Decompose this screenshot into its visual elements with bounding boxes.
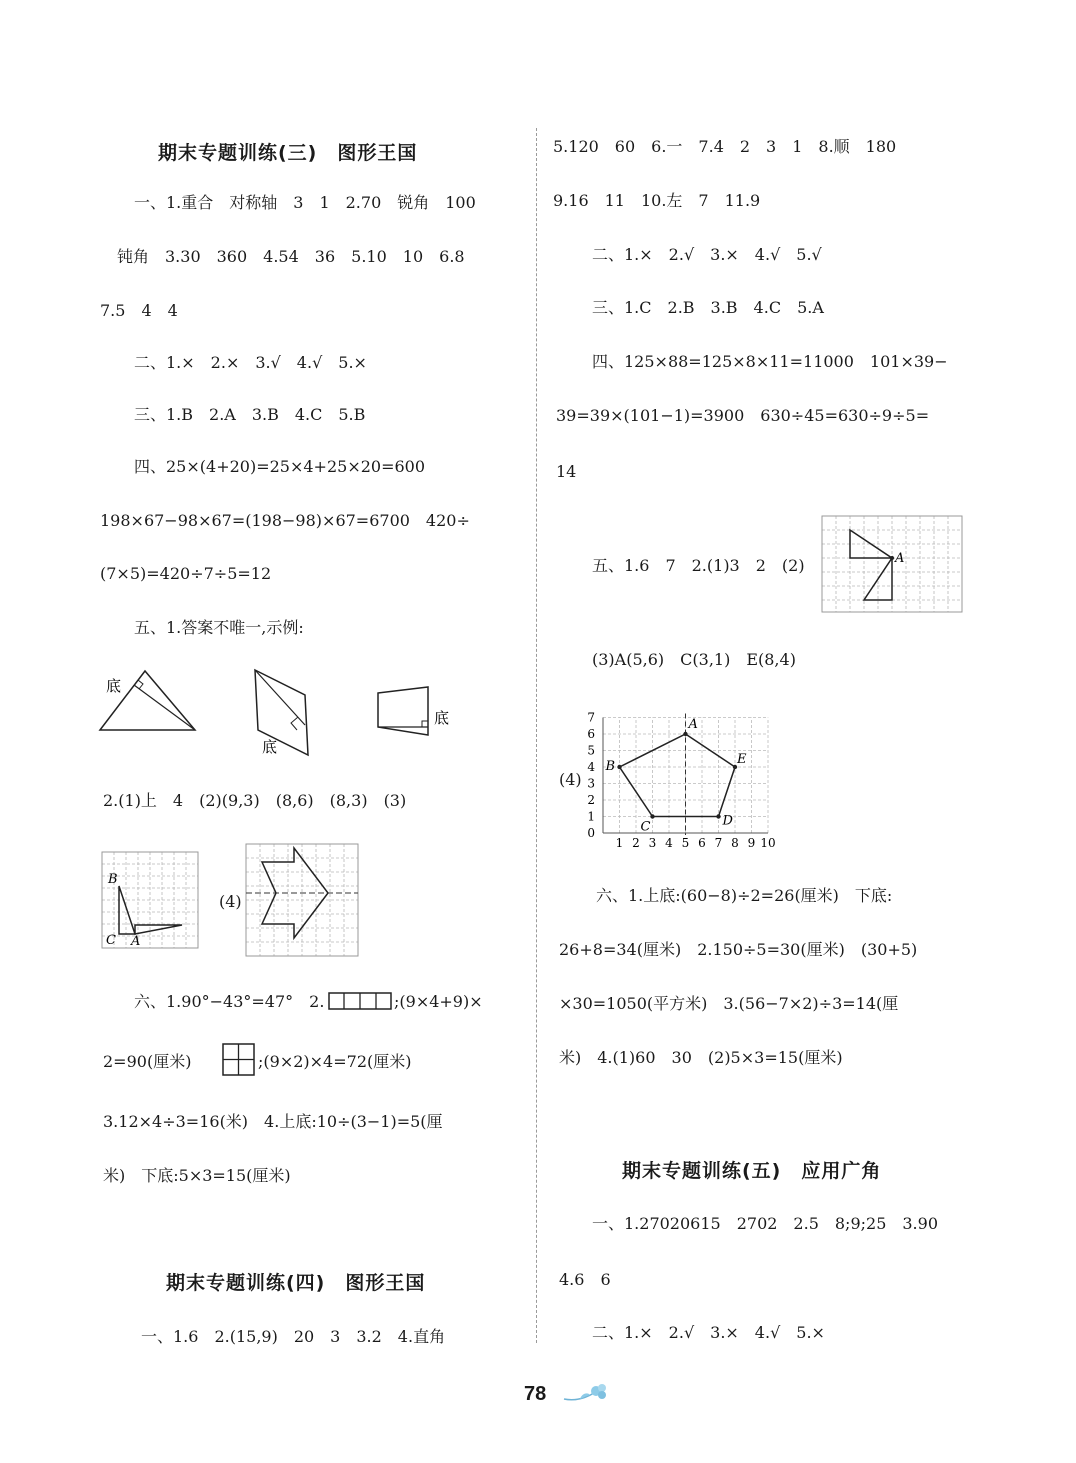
base-label: 底 [262,738,278,756]
rotation-grid-figure [102,852,199,949]
point-c-marker [650,814,654,818]
answer-line: 六、1.上底:(60−8)÷2=26(厘米) 下底: [596,886,893,905]
pentagon-shape [620,734,736,817]
x-tick-label: 9 [747,836,756,850]
translation-grid-figure [822,516,964,614]
answer-line: 一、1.重合 对称轴 3 1 2.70 锐角 100 [134,193,476,212]
answer-line: 钝角 3.30 360 4.54 36 5.10 10 6.8 [117,247,465,266]
point-d-marker [716,814,720,818]
x-tick-label: 8 [731,836,739,850]
heading-training-5: 期末专题训练(五) 应用广角 [622,1160,882,1182]
y-tick-label: 5 [587,743,595,758]
x-tick-label: 6 [698,836,706,850]
x-tick-label: 3 [648,836,657,850]
y-tick-label: 1 [587,809,595,824]
answer-line: 六、1.90°−43°=47° 2. [134,992,325,1011]
answer-line: 39=39×(101−1)=3900 630÷45=630÷9÷5= [556,406,930,425]
square-grid-icon [222,1043,256,1077]
answer-line: 四、25×(4+20)=25×4+25×20=600 [134,457,426,476]
figure-label: (4) [559,770,582,789]
answer-line: ×30=1050(平方米) 3.(56−7×2)÷3=14(厘 [559,994,899,1013]
y-tick-label: 4 [587,760,595,774]
answer-line: 三、1.B 2.A 3.B 4.C 5.B [134,405,366,424]
triangle-height-figure [95,665,205,740]
point-a-label: A [688,717,698,732]
answer-line: 4.6 6 [559,1270,611,1289]
answer-line: 5.120 60 6.一 7.4 2 3 1 8.顺 180 [553,137,897,156]
figure-label: (4) [219,892,242,911]
answer-line: ;(9×4+9)× [394,992,483,1011]
y-tick-label: 7 [587,710,595,725]
x-tick-label: 2 [632,836,640,850]
rectangle-strip-icon [328,992,394,1012]
x-tick-label: 4 [665,836,673,850]
x-tick-label: 7 [714,836,723,850]
answer-line: (3)A(5,6) C(3,1) E(8,4) [592,650,796,669]
answer-line: 三、1.C 2.B 3.B 4.C 5.A [592,298,824,317]
answer-line: 9.16 11 10.左 7 11.9 [553,191,761,210]
answer-line: 四、125×88=125×8×11=11000 101×39− [592,352,948,371]
answer-line: 198×67−98×67=(198−98)×67=6700 420÷ [100,511,470,530]
answer-line: 米) 下底:5×3=15(厘米) [103,1166,291,1185]
point-a-label: A [895,551,905,566]
point-c-label: C [106,933,116,948]
y-tick-label: 0 [587,826,595,840]
answer-line: 2=90(厘米) [103,1052,192,1071]
answer-line: 一、1.6 2.(15,9) 20 3 3.2 4.直角 [141,1327,446,1346]
pentagon-coordinate-chart [580,705,780,855]
trapezoid-height-figure [372,683,462,743]
answer-line: 二、1.× 2.√ 3.× 4.√ 5.√ [592,245,822,264]
point-b-label: B [605,759,616,774]
answer-line: (7×5)=420÷7÷5=12 [100,564,272,583]
answer-line: 五、1.答案不唯一,示例: [134,618,304,637]
flower-decoration-icon [562,1381,612,1407]
point-d-label: D [722,813,733,829]
answer-line: 2.(1)上 4 (2)(9,3) (8,6) (8,3) (3) [103,791,407,810]
point-c-label: C [640,819,651,835]
x-tick-label: 1 [615,836,624,850]
answer-line: 二、1.× 2.× 3.√ 4.√ 5.× [134,353,367,372]
y-tick-label: 3 [587,776,595,791]
base-label: 底 [106,677,122,695]
page-number: 78 [524,1383,547,1405]
heading-training-4: 期末专题训练(四) 图形王国 [166,1272,426,1294]
column-divider [536,128,537,1343]
point-a-marker [683,732,687,736]
heading-training-3: 期末专题训练(三) 图形王国 [158,142,418,164]
base-label: 底 [434,709,450,727]
answer-line: 二、1.× 2.√ 3.× 4.√ 5.× [592,1323,825,1342]
point-e-label: E [737,752,747,767]
answer-line: 五、1.6 7 2.(1)3 2 (2) [592,556,805,575]
answer-line: 米) 4.(1)60 30 (2)5×3=15(厘米) [559,1048,843,1067]
parallelogram-height-figure [250,665,320,760]
y-tick-label: 6 [587,727,595,741]
symmetry-grid-figure [246,844,360,958]
point-b-label: B [108,872,118,887]
answer-line: 26+8=34(厘米) 2.150÷5=30(厘米) (30+5) [559,940,918,959]
answer-line: ;(9×2)×4=72(厘米) [258,1052,412,1071]
answer-line: 3.12×4÷3=16(米) 4.上底:10÷(3−1)=5(厘 [103,1112,443,1131]
x-tick-label: 10 [760,836,776,850]
point-a-label: A [131,934,141,949]
y-tick-label: 2 [587,793,595,807]
answer-line: 14 [556,462,577,481]
x-tick-label: 5 [681,836,690,850]
point-b-marker [617,765,621,769]
answer-line: 7.5 4 4 [100,301,178,320]
answer-line: 一、1.27020615 2702 2.5 8;9;25 3.90 [592,1214,938,1233]
